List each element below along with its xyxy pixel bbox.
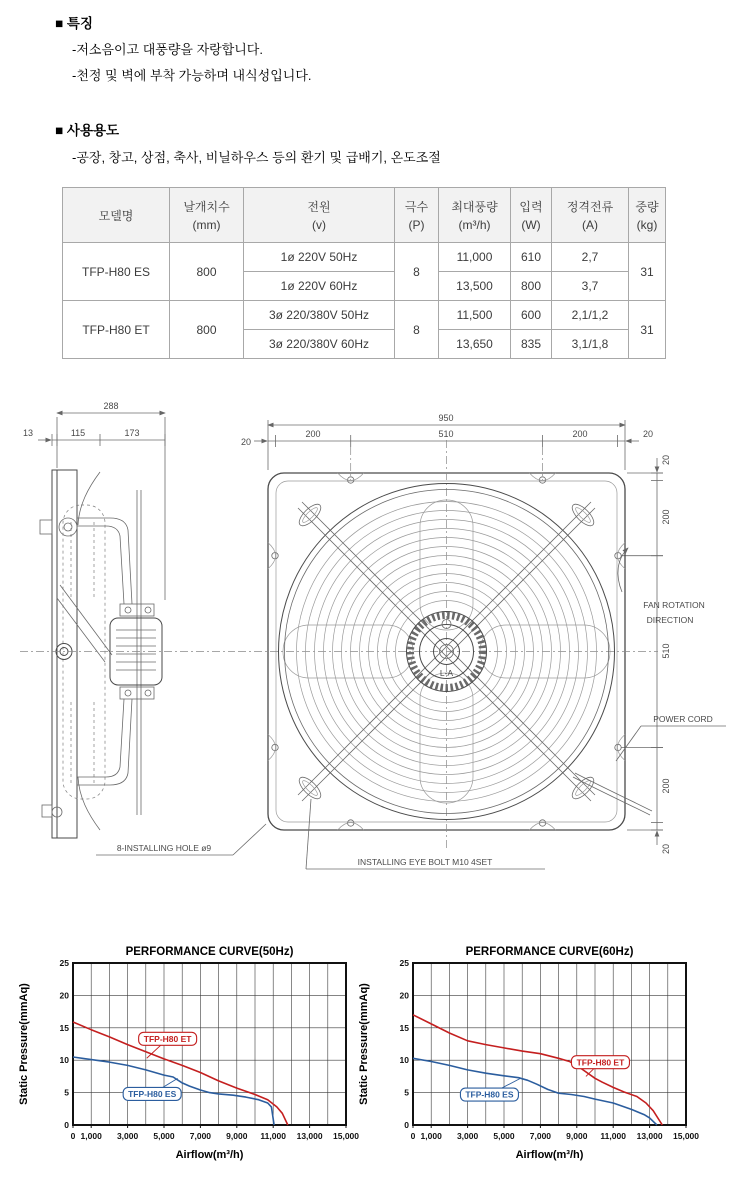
table-cell: 600 [511, 301, 552, 330]
column-header: 중량 (kg) [629, 188, 666, 243]
dim-front-top-s3: 510 [438, 429, 454, 439]
table-cell: 610 [511, 243, 552, 272]
table-cell: 800 [511, 272, 552, 301]
svg-text:8-INSTALLING HOLE ø9: 8-INSTALLING HOLE ø9 [116, 843, 212, 853]
y-axis-label: Static Pressure(mmAq) [18, 983, 30, 1105]
y-tick-label: 20 [59, 990, 69, 1001]
dim-front-right-s1: 20 [661, 454, 671, 466]
y-tick-label: 15 [399, 1022, 409, 1033]
table-cell: 8 [395, 301, 439, 359]
column-unit: (W) [521, 218, 541, 232]
plot-border [413, 963, 686, 1125]
dim-front-total: 950 [438, 413, 454, 423]
x-tick-label: 5,000 [493, 1131, 515, 1141]
column-unit: (P) [408, 218, 425, 232]
table-cell: 3,1/1,8 [552, 330, 629, 359]
y-tick-label: 25 [59, 958, 69, 968]
usage-item: -공장, 창고, 상점, 축사, 비닐하우스 등의 환기 및 급배기, 온도조절 [72, 150, 441, 165]
x-tick-label: 3,000 [116, 1131, 139, 1141]
x-tick-label: 11,000 [260, 1131, 286, 1141]
dim-front-top-s2: 200 [305, 429, 321, 439]
x-tick-label: 7,000 [189, 1131, 212, 1141]
dim-side-seg2: 115 [70, 428, 86, 438]
table-cell: 3ø 220/380V 60Hz [244, 330, 395, 359]
table-cell: 11,500 [439, 301, 511, 330]
table-cell: 3,7 [552, 272, 629, 301]
dim-front-right-s2: 200 [661, 509, 671, 525]
column-header: 날개치수 (mm) [170, 188, 244, 243]
series-TFP-H80 ET [413, 1015, 662, 1125]
x-tick-label: 9,000 [226, 1131, 248, 1141]
y-tick-label: 0 [64, 1120, 69, 1130]
series-label: TFP-H80 ET [576, 1057, 625, 1068]
x-tick-label: 9,000 [566, 1131, 588, 1141]
table-cell: 31 [629, 243, 666, 301]
spec-table [62, 187, 666, 359]
features-title: ■ 특징 [55, 16, 93, 31]
column-unit: (A) [582, 218, 598, 232]
eye-bolt-label [306, 799, 545, 869]
column-unit: (mm) [192, 218, 221, 232]
column-header: 극수 (P) [395, 188, 439, 243]
table-cell: 31 [629, 301, 666, 359]
feature-item: -천정 및 벽에 부착 가능하며 내식성입니다. [72, 68, 312, 83]
table-cell: 8 [395, 243, 439, 301]
x-tick-label: 13,000 [296, 1131, 323, 1141]
column-unit: (kg) [636, 218, 658, 232]
fan-rotation-label [618, 548, 705, 625]
side-eye-bolt [40, 520, 52, 534]
chart-title: PERFORMANCE CURVE(50Hz) [125, 946, 294, 958]
x-tick-label: 15,000 [673, 1131, 699, 1141]
column-unit: (m³/h) [458, 218, 491, 232]
column-header: 전원 (v) [244, 188, 395, 243]
y-tick-label: 15 [59, 1022, 69, 1033]
table-cell: 1ø 220V 50Hz [244, 243, 395, 272]
hub-logo-text: L-A [439, 668, 454, 678]
x-tick-label: 5,000 [153, 1131, 175, 1141]
x-tick-label: 11,000 [600, 1131, 626, 1141]
table-row [63, 301, 666, 330]
side-view-drawing [20, 401, 235, 838]
table-row [63, 243, 666, 272]
svg-text:POWER CORD: POWER CORD [653, 714, 713, 724]
table-cell: 13,650 [439, 330, 511, 359]
y-tick-label: 20 [399, 990, 409, 1001]
y-tick-label: 5 [64, 1087, 69, 1098]
x-tick-label: 0 [70, 1131, 76, 1141]
y-tick-label: 0 [404, 1120, 409, 1130]
feature-item: -저소음이고 대풍량을 자랑합니다. [72, 42, 263, 57]
dim-front-top-s5: 20 [642, 429, 654, 439]
table-cell: TFP-H80 ES [63, 243, 170, 301]
x-tick-label: 7,000 [529, 1131, 552, 1141]
svg-text:INSTALLING EYE BOLT M10 4SET: INSTALLING EYE BOLT M10 4SET [357, 857, 493, 867]
column-header: 입력 (W) [511, 188, 552, 243]
table-cell: 13,500 [439, 272, 511, 301]
dim-front-right-s3: 510 [661, 643, 671, 659]
table-cell: 2,1/1,2 [552, 301, 629, 330]
motor-vent-slots [116, 630, 156, 670]
dim-front-top-s4: 200 [572, 429, 588, 439]
power-cord-label [616, 714, 726, 761]
table-cell: 835 [511, 330, 552, 359]
x-axis-label: Airflow(m³/h) [515, 1149, 584, 1161]
y-tick-label: 5 [404, 1087, 409, 1098]
performance-curve-50hz [15, 942, 360, 1192]
table-cell: 800 [170, 243, 244, 301]
svg-text:FAN ROTATION: FAN ROTATION [643, 600, 705, 610]
dim-front-top-s1: 20 [240, 437, 252, 447]
side-bolt [42, 805, 52, 817]
dim-front-right-s4: 200 [661, 778, 671, 794]
table-cell: 1ø 220V 60Hz [244, 272, 395, 301]
y-tick-label: 10 [399, 1055, 409, 1066]
chart-title: PERFORMANCE CURVE(60Hz) [465, 946, 634, 958]
y-tick-label: 10 [59, 1055, 69, 1066]
table-cell: 800 [170, 301, 244, 359]
x-tick-label: 13,000 [636, 1131, 663, 1141]
dim-front-right-s5: 20 [661, 843, 671, 855]
series-label: TFP-H80 ET [143, 1034, 192, 1045]
x-tick-label: 15,000 [333, 1131, 359, 1141]
technical-drawing [0, 400, 732, 900]
y-axis-label: Static Pressure(mmAq) [358, 983, 370, 1105]
front-view-drawing [96, 413, 726, 869]
series-label: TFP-H80 ES [128, 1089, 177, 1100]
x-tick-label: 1,000 [420, 1131, 442, 1141]
installing-hole-label [96, 824, 266, 855]
dim-side-seg1: 13 [22, 428, 34, 438]
side-blade-envelope [63, 505, 105, 799]
column-header: 정격전류 (A) [552, 188, 629, 243]
x-tick-label: 0 [410, 1131, 416, 1141]
y-tick-label: 25 [399, 958, 409, 968]
dim-side-seg3: 173 [124, 428, 140, 438]
table-cell: 11,000 [439, 243, 511, 272]
table-cell: 2,7 [552, 243, 629, 272]
x-tick-label: 3,000 [456, 1131, 479, 1141]
column-unit: (v) [312, 218, 326, 232]
column-header: 모델명 [63, 188, 170, 243]
performance-curve-60hz [355, 942, 700, 1192]
x-axis-label: Airflow(m³/h) [175, 1149, 244, 1161]
table-cell: TFP-H80 ET [63, 301, 170, 359]
column-header: 최대풍량 (m³/h) [439, 188, 511, 243]
table-cell: 3ø 220/380V 50Hz [244, 301, 395, 330]
series-label: TFP-H80 ES [465, 1089, 514, 1100]
dim-side-total: 288 [103, 401, 119, 411]
plot-border [73, 963, 346, 1125]
x-tick-label: 1,000 [80, 1131, 102, 1141]
spec-table-header [63, 188, 666, 243]
usage-title: ■ 사용용도 [55, 123, 120, 138]
svg-text:DIRECTION: DIRECTION [646, 615, 694, 625]
spec-table-body [63, 243, 666, 359]
